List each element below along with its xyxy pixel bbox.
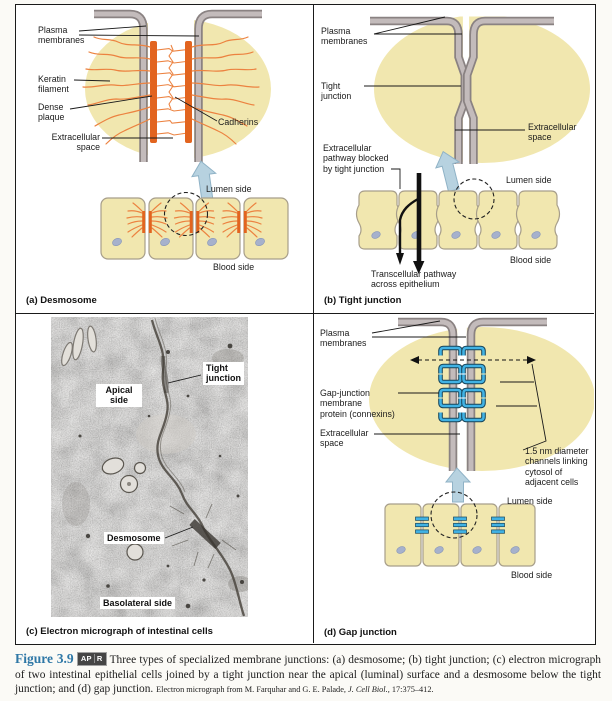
label-channel-diameter: 1.5 nm diameter channels linking cytosol of adjacent cells bbox=[525, 446, 589, 487]
badge-r: R bbox=[94, 654, 103, 663]
label-lumen-side: Lumen side bbox=[507, 496, 553, 506]
label-desmosome: Desmosome bbox=[104, 532, 164, 544]
label-gap-junction-protein: Gap-junction membrane protein (connexins) bbox=[320, 388, 395, 419]
panel-a-desmosome bbox=[16, 5, 313, 313]
panel-d-gap-junction bbox=[313, 313, 594, 643]
panel-c-electron-micrograph bbox=[16, 313, 313, 643]
label-blood-side: Blood side bbox=[511, 570, 553, 580]
cell bbox=[423, 504, 459, 566]
label-extracellular-space: Extracellular space bbox=[320, 428, 369, 449]
dense-plaque-left bbox=[150, 41, 157, 143]
credit-journal: J. Cell Biol. bbox=[348, 685, 388, 695]
label-extracellular-space: Extracellular space bbox=[51, 132, 100, 153]
panel-c-caption: (c) Electron micrograph of intestinal cells bbox=[26, 626, 213, 637]
label-cadherins: Cadherins bbox=[218, 117, 259, 127]
panel-a-illustration bbox=[16, 5, 313, 313]
label-dense-plaque: Dense plaque bbox=[38, 102, 65, 123]
label-transcellular-pathway: Transcellular pathway across epithelium bbox=[371, 269, 457, 290]
label-lumen-side: Lumen side bbox=[506, 175, 552, 185]
label-lumen-side: Lumen side bbox=[206, 184, 252, 194]
label-blood-side: Blood side bbox=[213, 262, 255, 272]
caption-text: Three types of specialized membrane junctions: (a) desmosome; (b) tight junction; (c) electron micrograph of two intestinal epithelial cells joined by a tight junction near the apical (luminal) surface and a desmosome below the tight junction; and (d) gap junction. bbox=[15, 654, 601, 696]
cell bbox=[437, 191, 480, 249]
panel-b-caption: (b) Tight junction bbox=[324, 295, 402, 306]
label-apical-side: Apical side bbox=[96, 384, 142, 407]
epithelium-row bbox=[101, 193, 288, 260]
caption-credit bbox=[156, 685, 433, 694]
cell bbox=[385, 504, 421, 566]
figure-caption bbox=[15, 650, 601, 697]
zoom-arrow bbox=[446, 468, 470, 502]
cell bbox=[499, 504, 535, 566]
cell bbox=[517, 191, 560, 249]
label-extracellular-space: Extracellular space bbox=[528, 122, 577, 143]
apr-badge bbox=[77, 652, 107, 666]
label-tight-junction: Tight junction bbox=[321, 81, 352, 102]
label-plasma-membranes: Plasma membranes bbox=[320, 328, 367, 349]
panel-b-tight-junction bbox=[313, 5, 594, 313]
label-basolateral-side: Basolateral side bbox=[100, 597, 175, 609]
cell bbox=[477, 191, 520, 249]
label-blood-side: Blood side bbox=[510, 255, 552, 265]
panel-d-caption: (d) Gap junction bbox=[324, 627, 397, 638]
label-plasma-membranes: Plasma membranes bbox=[321, 26, 368, 47]
label-plasma-membranes: Plasma membranes bbox=[38, 25, 85, 46]
credit-pages: , 17:375–412. bbox=[387, 685, 434, 695]
figure-number: Figure 3.9 bbox=[15, 651, 74, 666]
label-keratin-filament: Keratin filament bbox=[38, 74, 69, 95]
panel-c-illustration bbox=[16, 314, 313, 643]
dense-plaque-right bbox=[185, 41, 192, 143]
figure-border-box bbox=[15, 4, 596, 645]
badge-ap: AP bbox=[80, 654, 92, 663]
credit-text: Electron micrograph from M. Farquhar and G. E. Palade, bbox=[156, 685, 349, 695]
transcellular-arrow bbox=[417, 173, 422, 263]
panel-a-caption: (a) Desmosome bbox=[26, 295, 97, 306]
label-extracellular-pathway-blocked: Extracellular pathway blocked by tight junction bbox=[323, 143, 389, 174]
cell bbox=[357, 191, 400, 249]
label-tight-junction: Tight junction bbox=[203, 362, 244, 385]
